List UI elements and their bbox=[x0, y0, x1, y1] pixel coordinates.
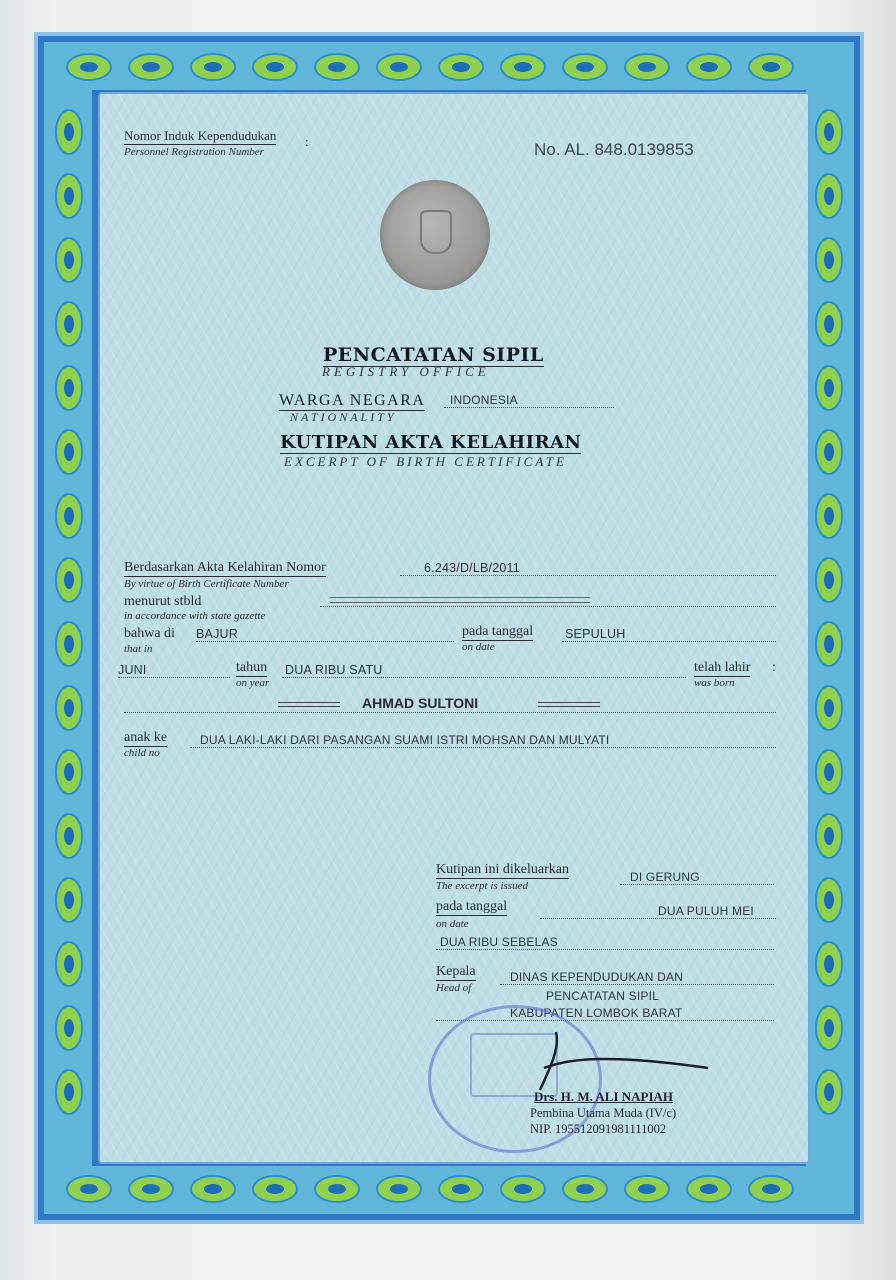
year-label: tahun bbox=[236, 660, 268, 675]
born-label: telah lahir bbox=[694, 660, 751, 675]
nationality-label-en: NATIONALITY bbox=[290, 410, 397, 424]
head-value-2: PENCATATAN SIPIL bbox=[546, 989, 659, 1003]
place-label-en: that in bbox=[124, 643, 153, 655]
head-label-en: Head of bbox=[436, 982, 472, 994]
basis-label-en: By virtue of Birth Certificate Number bbox=[124, 578, 289, 590]
issue-date-label: pada tanggal bbox=[436, 899, 508, 914]
head-label: Kepala bbox=[436, 964, 476, 979]
signature-icon bbox=[520, 1028, 720, 1098]
child-label-en: child no bbox=[124, 747, 160, 759]
office-title-en: REGISTRY OFFICE bbox=[322, 364, 490, 379]
certificate-number: No. AL. 848.0139853 bbox=[534, 140, 694, 159]
emblem-seal-icon bbox=[380, 180, 490, 290]
basis-label: Berdasarkan Akta Kelahiran Nomor bbox=[124, 560, 326, 575]
nik-label: Nomor Induk Kependudukan bbox=[124, 128, 277, 143]
born-colon: : bbox=[772, 660, 776, 675]
name-fill-right bbox=[538, 702, 600, 707]
month-value: JUNI bbox=[118, 663, 147, 677]
issued-place: DI GERUNG bbox=[630, 870, 700, 884]
office-title: PENCATATAN SIPIL bbox=[323, 344, 544, 366]
nik-colon: : bbox=[305, 134, 309, 149]
signatory-name: Drs. H. M. ALI NAPIAH bbox=[534, 1089, 674, 1104]
stbld-label: menurut stbld bbox=[124, 594, 202, 609]
born-label-en: was born bbox=[694, 677, 735, 689]
stbld-strike bbox=[330, 597, 590, 603]
date-value: SEPULUH bbox=[565, 627, 626, 641]
signatory-nip: NIP. 195512091981111002 bbox=[530, 1122, 667, 1136]
name-fill-left bbox=[278, 702, 340, 707]
place-label: bahwa di bbox=[124, 626, 175, 641]
child-name: AHMAD SULTONI bbox=[362, 695, 479, 711]
year-label-en: on year bbox=[236, 677, 270, 689]
nik-label-en: Personnel Registration Number bbox=[124, 146, 264, 158]
date-label-en: on date bbox=[462, 641, 495, 653]
year-value: DUA RIBU SATU bbox=[285, 663, 383, 677]
basis-value: 6.243/D/LB/2011 bbox=[424, 561, 520, 575]
certificate-title-en: EXCERPT OF BIRTH CERTIFICATE bbox=[284, 454, 567, 469]
child-value: DUA LAKI-LAKI DARI PASANGAN SUAMI ISTRI MOHSAN DAN MULYATI bbox=[200, 733, 610, 747]
place-value: BAJUR bbox=[196, 627, 238, 641]
head-value-1: DINAS KEPENDUDUKAN DAN bbox=[510, 970, 684, 984]
child-label: anak ke bbox=[124, 730, 168, 745]
issue-date-2: DUA RIBU SEBELAS bbox=[440, 935, 558, 949]
head-value-3: KABUPATEN LOMBOK BARAT bbox=[510, 1006, 683, 1020]
issued-label-en: The excerpt is issued bbox=[436, 880, 528, 892]
issue-date-1: DUA PULUH MEI bbox=[658, 904, 754, 918]
certificate-title: KUTIPAN AKTA KELAHIRAN bbox=[280, 432, 582, 453]
nationality-label: WARGA NEGARA bbox=[279, 392, 426, 409]
stbld-label-en: in accordance with state gazette bbox=[124, 610, 266, 622]
issue-date-label-en: on date bbox=[436, 918, 469, 930]
signatory-rank: Pembina Utama Muda (IV/c) bbox=[530, 1106, 677, 1120]
issued-label: Kutipan ini dikeluarkan bbox=[436, 862, 569, 877]
nationality-value: INDONESIA bbox=[450, 393, 518, 407]
date-label: pada tanggal bbox=[462, 624, 534, 639]
